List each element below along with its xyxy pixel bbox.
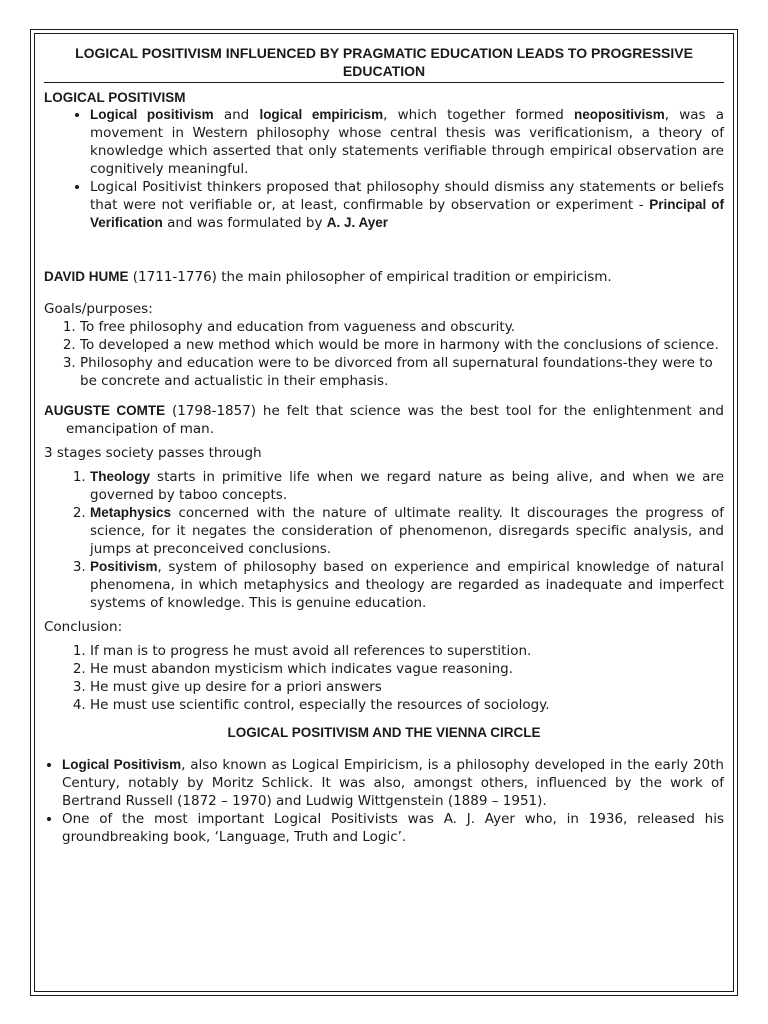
section-heading-logical-positivism: LOGICAL POSITIVISM bbox=[44, 90, 186, 105]
list-item: 2. Metaphysics concerned with the nature of ultimate reality. It discourages the progress of science, for it negates the consideration of phenomenon, disregards specific analysis, and jumps at preconceived conclusions. bbox=[90, 504, 724, 558]
stages-heading: 3 stages society passes through bbox=[44, 445, 262, 461]
comte-paragraph: AUGUSTE COMTE (1798-1857) he felt that science was the best tool for the enlightenment and emancipation of man. bbox=[44, 403, 724, 437]
list-item: 1. To free philosophy and education from vagueness and obscurity. bbox=[80, 318, 724, 336]
goals-list bbox=[44, 318, 724, 390]
hume-paragraph: DAVID HUME (1711-1776) the main philosopher of empirical tradition or empiricism. bbox=[44, 269, 612, 285]
list-item: • Logical Positivism, also known as Logical Empiricism, is a philosophy developed in the early 20th Century, notably by Moritz Schlick. It was also, amongst others, influenced by the work of Bertrand Russell (1872 – 1970) and Ludwig Wittgenstein (1889 – 1951). bbox=[62, 756, 724, 810]
list-item: • One of the most important Logical Positivists was A. J. Ayer who, in 1936, released his groundbreaking book, ‘Language, Truth and Logic’. bbox=[62, 810, 724, 846]
document-body bbox=[44, 44, 724, 846]
stages-list bbox=[44, 468, 724, 612]
document-title: LOGICAL POSITIVISM INFLUENCED BY PRAGMATIC EDUCATION LEADS TO PROGRESSIVE EDUCATION bbox=[44, 44, 724, 83]
list-item: 2. He must abandon mysticism which indicates vague reasoning. bbox=[90, 660, 724, 678]
list-item: 3. Positivism, system of philosophy based on experience and empirical knowledge of natural phenomena, in which metaphysics and theology are regarded as inadequate and imperfect systems of knowledge. This is genuine education. bbox=[90, 558, 724, 612]
list-item: 1. If man is to progress he must avoid all references to superstition. bbox=[90, 642, 724, 660]
list-item: 1. Theology starts in primitive life when we regard nature as being alive, and when we are governed by taboo concepts. bbox=[90, 468, 724, 504]
logical-positivism-bullets bbox=[44, 106, 724, 232]
vienna-circle-heading: LOGICAL POSITIVISM AND THE VIENNA CIRCLE bbox=[227, 725, 541, 740]
goals-heading: Goals/purposes: bbox=[44, 301, 153, 317]
list-item: 3. Philosophy and education were to be divorced from all supernatural foundations-they were to be concrete and actualistic in their emphasis. bbox=[80, 354, 724, 390]
list-item: 3. He must give up desire for a priori answers bbox=[90, 678, 724, 696]
conclusion-list bbox=[44, 642, 724, 714]
list-item: • Logical Positivist thinkers proposed that philosophy should dismiss any statements or beliefs that were not verifiable or, at least, confirmable by observation or experiment - Principal of Verification and was formulated by A. J. Ayer bbox=[90, 178, 724, 232]
conclusion-heading: Conclusion: bbox=[44, 619, 123, 635]
vienna-bullets bbox=[44, 756, 724, 846]
list-item: 2. To developed a new method which would be more in harmony with the conclusions of science. bbox=[80, 336, 724, 354]
list-item: 4. He must use scientific control, especially the resources of sociology. bbox=[90, 696, 724, 714]
list-item: • Logical positivism and logical empiricism, which together formed neopositivism, was a movement in Western philosophy whose central thesis was verificationism, a theory of knowledge which asserted that only statements verifiable through empirical observation are cognitively meaningful. bbox=[90, 106, 724, 178]
